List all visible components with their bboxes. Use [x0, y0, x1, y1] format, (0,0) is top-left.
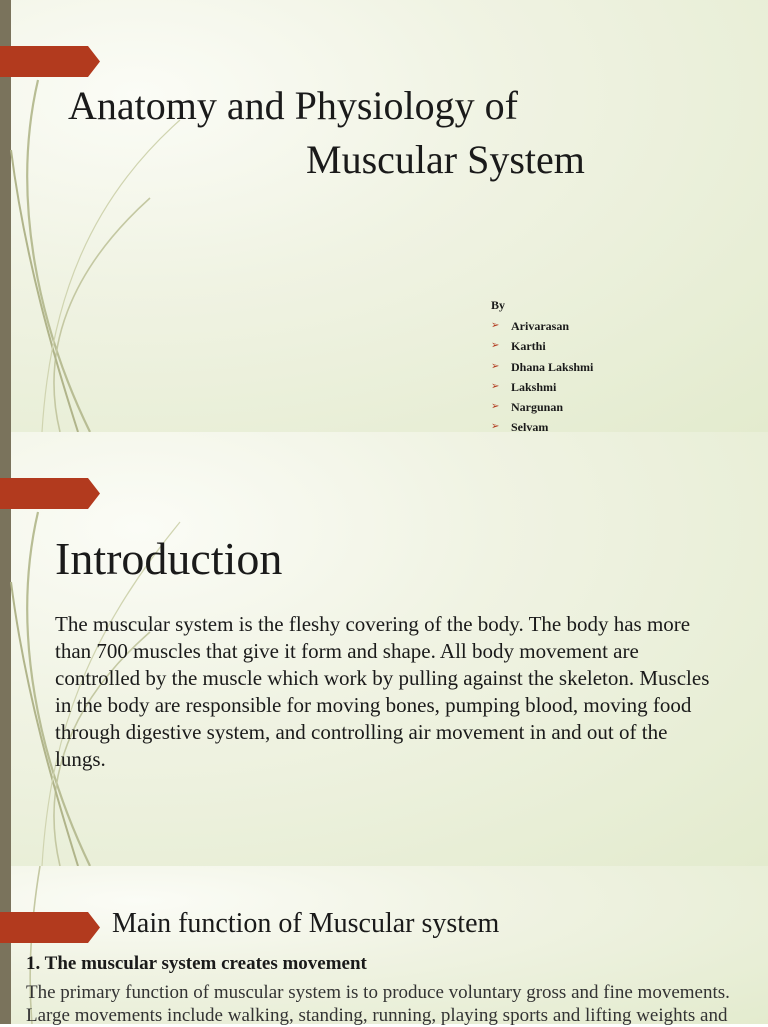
arrow-bullet-icon: ➢: [491, 360, 500, 372]
author-name: Arivarasan: [511, 319, 569, 333]
author-item: [491, 377, 593, 397]
author-item: [491, 336, 593, 356]
movement-body: The primary function of muscular system is to produce voluntary gross and fine movements. Large movements include walking, standing, running, playing sports and lifting weights and: [26, 982, 730, 1026]
author-name: Karthi: [511, 339, 546, 354]
author-item: [491, 397, 593, 417]
accent-tab: [0, 478, 100, 509]
author-name: Dhana Lakshmi: [511, 359, 594, 374]
arrow-bullet-icon: ➢: [491, 421, 500, 432]
intro-body: The muscular system is the fleshy covering of the body. The body has more than 700 muscles that give it form and shape. All body movement are controlled by the muscle which work by pulling against the skeleton. Muscles in the body are responsible for moving bones, pumping blood, moving food through digestive system, and controlling air movement in and out of the lungs.: [55, 612, 710, 771]
arrow-bullet-icon: ➢: [491, 340, 500, 352]
author-name: Lakshmi: [511, 379, 557, 394]
accent-tab: [0, 912, 100, 943]
arrow-bullet-icon: ➢: [491, 401, 500, 413]
by-label: By: [491, 298, 506, 312]
movement-subheading: 1. The muscular system creates movement: [26, 953, 367, 974]
intro-title: Introduction: [55, 533, 283, 584]
accent-tab: [0, 46, 100, 77]
author-name: Selvam: [511, 420, 549, 432]
arrow-bullet-icon: ➢: [491, 380, 500, 392]
main-function-title: Main function of Muscular system: [112, 908, 500, 939]
title-line-2: Muscular System: [306, 137, 585, 182]
author-item: [491, 357, 593, 377]
author-name: Nargunan: [511, 400, 564, 415]
author-item: [491, 316, 593, 336]
title-line-1: Anatomy and Physiology of: [68, 83, 518, 128]
authors-list: [491, 316, 593, 432]
slide-title: [0, 0, 768, 432]
arrow-bullet-icon: ➢: [491, 320, 500, 331]
author-item: [491, 417, 593, 432]
authors-block: [491, 296, 593, 432]
